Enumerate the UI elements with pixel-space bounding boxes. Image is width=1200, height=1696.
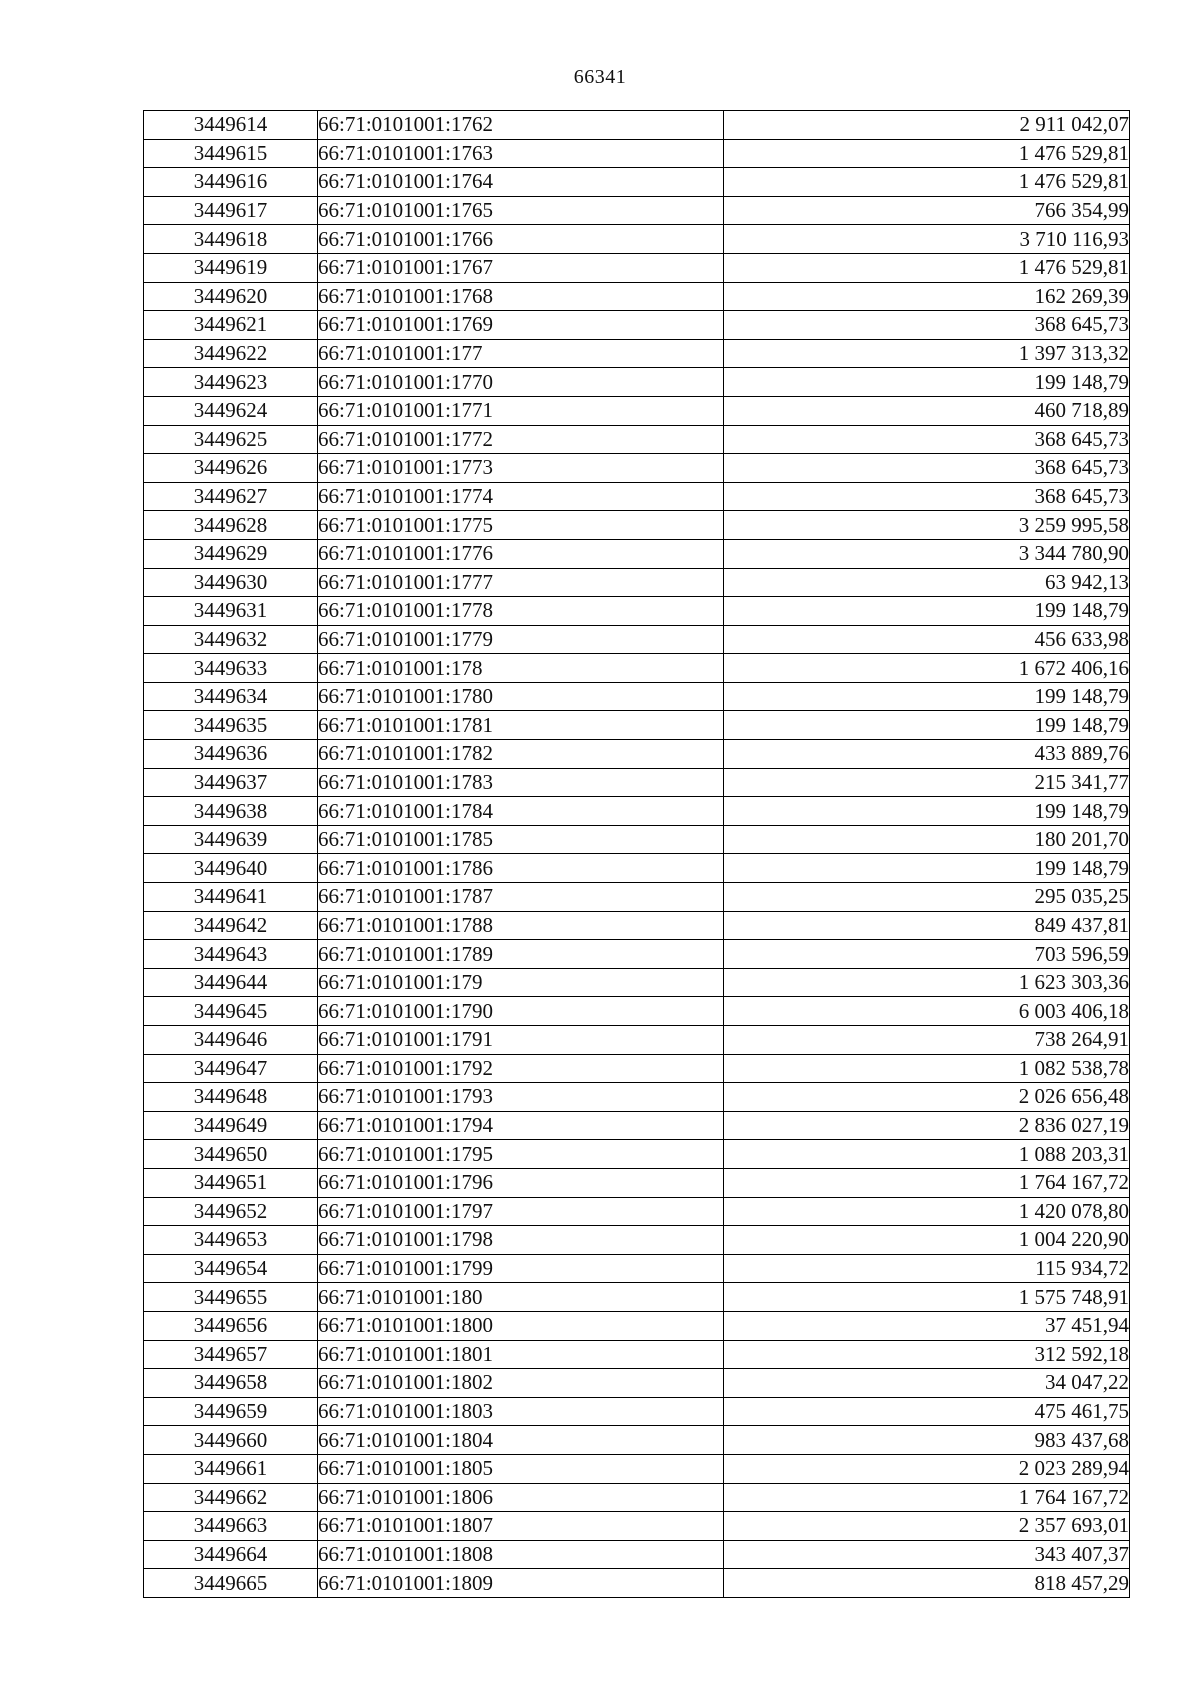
row-id: 3449627 [144,482,318,511]
cadastral-value: 37 451,94 [724,1311,1130,1340]
cadastral-number: 66:71:0101001:1802 [318,1369,724,1398]
cadastral-number: 66:71:0101001:1795 [318,1140,724,1169]
row-id: 3449631 [144,597,318,626]
cadastral-number: 66:71:0101001:1801 [318,1340,724,1369]
cadastral-value: 2 023 289,94 [724,1454,1130,1483]
cadastral-value-table [143,110,1130,1598]
table-row [144,1569,1130,1598]
cadastral-value: 343 407,37 [724,1540,1130,1569]
table-row [144,1054,1130,1083]
row-id: 3449645 [144,997,318,1026]
cadastral-number: 66:71:0101001:1764 [318,168,724,197]
row-id: 3449651 [144,1168,318,1197]
cadastral-number: 66:71:0101001:1775 [318,511,724,540]
cadastral-value: 983 437,68 [724,1426,1130,1455]
row-id: 3449636 [144,740,318,769]
cadastral-number: 66:71:0101001:1806 [318,1483,724,1512]
cadastral-number: 66:71:0101001:1769 [318,311,724,340]
row-id: 3449661 [144,1454,318,1483]
cadastral-number: 66:71:0101001:1762 [318,111,724,140]
row-id: 3449644 [144,968,318,997]
table-row [144,139,1130,168]
cadastral-number: 66:71:0101001:1805 [318,1454,724,1483]
cadastral-value: 1 088 203,31 [724,1140,1130,1169]
row-id: 3449664 [144,1540,318,1569]
row-id: 3449622 [144,339,318,368]
cadastral-number: 66:71:0101001:1788 [318,911,724,940]
table-row [144,654,1130,683]
cadastral-value: 6 003 406,18 [724,997,1130,1026]
cadastral-value: 199 148,79 [724,597,1130,626]
cadastral-value: 1 764 167,72 [724,1483,1130,1512]
table-row [144,482,1130,511]
row-id: 3449625 [144,425,318,454]
cadastral-value: 3 710 116,93 [724,225,1130,254]
cadastral-value: 433 889,76 [724,740,1130,769]
row-id: 3449624 [144,396,318,425]
cadastral-value: 199 148,79 [724,711,1130,740]
table-row [144,883,1130,912]
table-row [144,196,1130,225]
cadastral-number: 66:71:0101001:1790 [318,997,724,1026]
table-row [144,168,1130,197]
cadastral-value: 703 596,59 [724,940,1130,969]
table-row [144,682,1130,711]
row-id: 3449655 [144,1283,318,1312]
row-id: 3449623 [144,368,318,397]
row-id: 3449653 [144,1226,318,1255]
cadastral-number: 66:71:0101001:1765 [318,196,724,225]
cadastral-value: 1 575 748,91 [724,1283,1130,1312]
table-row [144,825,1130,854]
row-id: 3449628 [144,511,318,540]
cadastral-number: 66:71:0101001:1768 [318,282,724,311]
cadastral-number: 66:71:0101001:1798 [318,1226,724,1255]
table-row [144,454,1130,483]
cadastral-number: 66:71:0101001:1771 [318,396,724,425]
cadastral-number: 66:71:0101001:180 [318,1283,724,1312]
table-row [144,225,1130,254]
cadastral-value: 162 269,39 [724,282,1130,311]
cadastral-number: 66:71:0101001:1808 [318,1540,724,1569]
table-row [144,1311,1130,1340]
cadastral-value: 199 148,79 [724,682,1130,711]
table-row [144,1026,1130,1055]
table-row [144,1197,1130,1226]
row-id: 3449641 [144,883,318,912]
page-number: 66341 [573,66,627,88]
cadastral-number: 66:71:0101001:1804 [318,1426,724,1455]
table-row [144,568,1130,597]
cadastral-value: 2 911 042,07 [724,111,1130,140]
row-id: 3449638 [144,797,318,826]
cadastral-value: 295 035,25 [724,883,1130,912]
cadastral-value: 766 354,99 [724,196,1130,225]
table-row [144,1111,1130,1140]
row-id: 3449620 [144,282,318,311]
row-id: 3449616 [144,168,318,197]
row-id: 3449659 [144,1397,318,1426]
cadastral-number: 66:71:0101001:179 [318,968,724,997]
cadastral-number: 66:71:0101001:1772 [318,425,724,454]
cadastral-value: 63 942,13 [724,568,1130,597]
cadastral-value: 368 645,73 [724,311,1130,340]
cadastral-number: 66:71:0101001:1793 [318,1083,724,1112]
cadastral-value: 199 148,79 [724,854,1130,883]
row-id: 3449652 [144,1197,318,1226]
row-id: 3449650 [144,1140,318,1169]
cadastral-number: 66:71:0101001:1809 [318,1569,724,1598]
cadastral-value: 1 004 220,90 [724,1226,1130,1255]
cadastral-value: 475 461,75 [724,1397,1130,1426]
row-id: 3449621 [144,311,318,340]
table-row [144,368,1130,397]
table-row [144,339,1130,368]
cadastral-value: 368 645,73 [724,482,1130,511]
cadastral-number: 66:71:0101001:1776 [318,539,724,568]
cadastral-value: 368 645,73 [724,425,1130,454]
table-row [144,111,1130,140]
cadastral-number: 66:71:0101001:1786 [318,854,724,883]
table-row [144,1454,1130,1483]
cadastral-number: 66:71:0101001:1782 [318,740,724,769]
row-id: 3449648 [144,1083,318,1112]
table-row [144,253,1130,282]
cadastral-number: 66:71:0101001:1789 [318,940,724,969]
cadastral-value: 368 645,73 [724,454,1130,483]
cadastral-number: 66:71:0101001:1766 [318,225,724,254]
row-id: 3449657 [144,1340,318,1369]
cadastral-number: 66:71:0101001:1796 [318,1168,724,1197]
row-id: 3449614 [144,111,318,140]
cadastral-value: 1 476 529,81 [724,168,1130,197]
table-row [144,425,1130,454]
cadastral-value: 3 259 995,58 [724,511,1130,540]
table-row [144,1283,1130,1312]
cadastral-number: 66:71:0101001:1779 [318,625,724,654]
cadastral-value: 199 148,79 [724,797,1130,826]
cadastral-value: 34 047,22 [724,1369,1130,1398]
row-id: 3449630 [144,568,318,597]
cadastral-value: 1 672 406,16 [724,654,1130,683]
table-row [144,1226,1130,1255]
cadastral-value: 215 341,77 [724,768,1130,797]
row-id: 3449634 [144,682,318,711]
cadastral-number: 66:71:0101001:1783 [318,768,724,797]
cadastral-value: 1 623 303,36 [724,968,1130,997]
cadastral-value: 2 836 027,19 [724,1111,1130,1140]
cadastral-number: 66:71:0101001:1784 [318,797,724,826]
cadastral-value: 199 148,79 [724,368,1130,397]
row-id: 3449633 [144,654,318,683]
cadastral-value: 1 476 529,81 [724,253,1130,282]
table-row [144,940,1130,969]
row-id: 3449642 [144,911,318,940]
row-id: 3449629 [144,539,318,568]
table-row [144,511,1130,540]
cadastral-value: 1 420 078,80 [724,1197,1130,1226]
table-row [144,797,1130,826]
table-row [144,1340,1130,1369]
row-id: 3449615 [144,139,318,168]
table-row [144,1168,1130,1197]
table-row [144,1140,1130,1169]
table-row [144,1540,1130,1569]
row-id: 3449637 [144,768,318,797]
table-row [144,396,1130,425]
table-row [144,768,1130,797]
table-row [144,1083,1130,1112]
table-row [144,854,1130,883]
cadastral-number: 66:71:0101001:1807 [318,1512,724,1541]
table-row [144,968,1130,997]
cadastral-number: 66:71:0101001:1792 [318,1054,724,1083]
cadastral-value: 1 476 529,81 [724,139,1130,168]
cadastral-value: 456 633,98 [724,625,1130,654]
row-id: 3449646 [144,1026,318,1055]
row-id: 3449649 [144,1111,318,1140]
cadastral-value: 1 764 167,72 [724,1168,1130,1197]
cadastral-number: 66:71:0101001:178 [318,654,724,683]
row-id: 3449656 [144,1311,318,1340]
cadastral-number: 66:71:0101001:1797 [318,1197,724,1226]
row-id: 3449663 [144,1512,318,1541]
table-row [144,911,1130,940]
table-row [144,311,1130,340]
row-id: 3449618 [144,225,318,254]
row-id: 3449654 [144,1254,318,1283]
row-id: 3449632 [144,625,318,654]
cadastral-number: 66:71:0101001:1781 [318,711,724,740]
table-row [144,1397,1130,1426]
row-id: 3449658 [144,1369,318,1398]
cadastral-number: 66:71:0101001:1774 [318,482,724,511]
table-row [144,1369,1130,1398]
table-row [144,597,1130,626]
row-id: 3449617 [144,196,318,225]
cadastral-number: 66:71:0101001:1777 [318,568,724,597]
cadastral-number: 66:71:0101001:1787 [318,883,724,912]
cadastral-value: 115 934,72 [724,1254,1130,1283]
cadastral-number: 66:71:0101001:1770 [318,368,724,397]
table-row [144,282,1130,311]
table-row [144,740,1130,769]
cadastral-number: 66:71:0101001:1803 [318,1397,724,1426]
cadastral-value: 3 344 780,90 [724,539,1130,568]
row-id: 3449665 [144,1569,318,1598]
row-id: 3449662 [144,1483,318,1512]
cadastral-number: 66:71:0101001:177 [318,339,724,368]
cadastral-value: 1 397 313,32 [724,339,1130,368]
table-row [144,711,1130,740]
table-row [144,1426,1130,1455]
cadastral-number: 66:71:0101001:1800 [318,1311,724,1340]
row-id: 3449660 [144,1426,318,1455]
table-row [144,997,1130,1026]
cadastral-number: 66:71:0101001:1767 [318,253,724,282]
cadastral-number: 66:71:0101001:1794 [318,1111,724,1140]
table-row [144,1254,1130,1283]
cadastral-value: 180 201,70 [724,825,1130,854]
row-id: 3449619 [144,253,318,282]
table-row [144,1512,1130,1541]
table-body [144,111,1130,1598]
cadastral-number: 66:71:0101001:1773 [318,454,724,483]
cadastral-value: 738 264,91 [724,1026,1130,1055]
cadastral-number: 66:71:0101001:1799 [318,1254,724,1283]
row-id: 3449626 [144,454,318,483]
table-row [144,539,1130,568]
cadastral-number: 66:71:0101001:1791 [318,1026,724,1055]
cadastral-number: 66:71:0101001:1780 [318,682,724,711]
cadastral-value: 849 437,81 [724,911,1130,940]
cadastral-number: 66:71:0101001:1778 [318,597,724,626]
cadastral-value: 460 718,89 [724,396,1130,425]
row-id: 3449639 [144,825,318,854]
row-id: 3449647 [144,1054,318,1083]
cadastral-value: 1 082 538,78 [724,1054,1130,1083]
table-row [144,1483,1130,1512]
cadastral-value: 2 357 693,01 [724,1512,1130,1541]
cadastral-number: 66:71:0101001:1763 [318,139,724,168]
cadastral-number: 66:71:0101001:1785 [318,825,724,854]
row-id: 3449640 [144,854,318,883]
row-id: 3449643 [144,940,318,969]
cadastral-value: 312 592,18 [724,1340,1130,1369]
row-id: 3449635 [144,711,318,740]
cadastral-value: 2 026 656,48 [724,1083,1130,1112]
table-row [144,625,1130,654]
cadastral-value: 818 457,29 [724,1569,1130,1598]
